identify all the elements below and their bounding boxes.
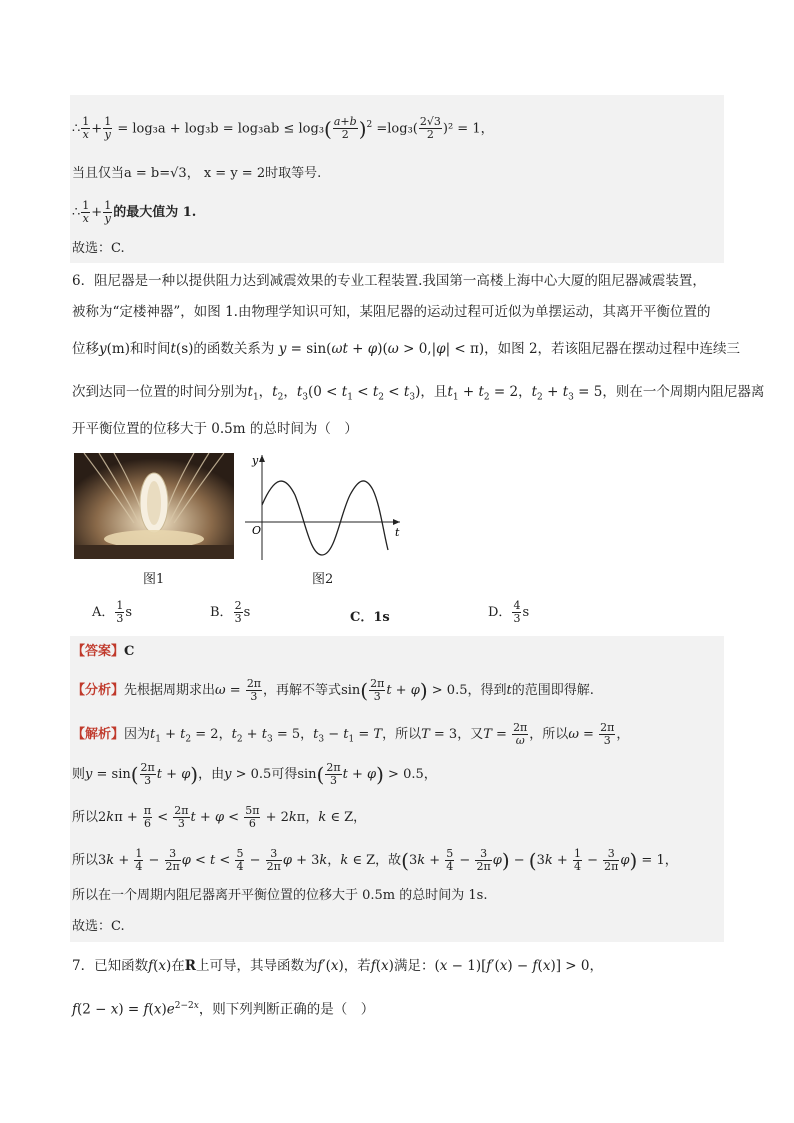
solution-line-d: 所以3k + $\frac{1}{4}$ − $\frac{3}{2\pi}$ φ < t < $\frac{5}{4}$ − $\frac{3}{2\pi}$ φ + 3k，k ∈ Z，故(3k + $\frac{5}{4}$ − $\frac{3}{2\pi}$ φ) − (3k + $\frac{1}{4}$ − $\frac{3}{2\pi}$ φ) = 1， bbox=[72, 847, 678, 873]
analysis-text-1: 先根据周期求出 bbox=[124, 683, 216, 698]
sol-6: 故选：C. bbox=[72, 919, 125, 934]
solution-expr-1: = log₃a + log₃b = log₃ab ≤ log₃ bbox=[117, 121, 325, 137]
q6-text-3b: 和时间 bbox=[129, 341, 171, 357]
q6-line-1 bbox=[72, 272, 706, 290]
analysis-text-2: ，再解不等式 bbox=[263, 683, 342, 698]
sol-1c: ，又 bbox=[457, 727, 484, 742]
q7-text-1d: ，若 bbox=[343, 958, 371, 974]
option-c-label: C．1s bbox=[350, 610, 390, 625]
sol-5: 所以在一个周期内阻尼器离开平衡位置的位移大于 0.5m 的总时间为 1s. bbox=[72, 888, 488, 903]
fig2-caption: 图2 bbox=[312, 572, 334, 587]
q6-text-4a: 次到达同一位置的时间分别为 bbox=[72, 384, 248, 400]
solution-expr-3: )² = 1， bbox=[442, 121, 494, 137]
answer-value: C bbox=[124, 644, 135, 659]
sol-4a: 所以 bbox=[72, 853, 99, 868]
sol-3a: 所以 bbox=[72, 810, 99, 825]
answer-label: 【答案】 bbox=[72, 644, 125, 659]
solution-expr-2: =log₃( bbox=[376, 121, 418, 137]
option-a-label: A． bbox=[92, 605, 115, 620]
q6-text-4b: ，且 bbox=[420, 384, 448, 400]
analysis-line: 【分析】先根据周期求出ω = $\frac{2\pi}{3}$ ，再解不等式sin( $\frac{2\pi}{3}$ t + φ) > 0.5，得到t的范围即得解. bbox=[72, 677, 594, 703]
sol-2a: 则 bbox=[72, 767, 86, 782]
solution-line-3: ∴ $\frac{1}{x}$ + $\frac{1}{y}$ 的最大值为 1. bbox=[72, 199, 197, 225]
q6-text-5: 开平衡位置的位移大于 0.5m 的总时间为（ ） bbox=[72, 421, 358, 437]
option-c[interactable] bbox=[350, 606, 390, 625]
q6-line-2 bbox=[72, 303, 710, 321]
q6-text-3d: ，如图 2，若该阻尼器在摆动过程中连续三 bbox=[484, 341, 741, 357]
q6-line-5 bbox=[72, 420, 358, 438]
solution-line-c: 所以2kπ + $\frac{\pi}{6}$ < $\frac{2\pi}{3}$ t + φ < $\frac{5\pi}{6}$ + 2kπ，k ∈ Z， bbox=[72, 804, 367, 830]
solution-text: 当且仅当 bbox=[72, 166, 125, 181]
q7-line-2: $f(2 - x) = f(x)e^{2-2x}$，则下列判断正确的是（ ） bbox=[72, 1001, 375, 1018]
therefore-symbol: ∴ bbox=[72, 121, 81, 137]
analysis-label: 【分析】 bbox=[72, 683, 125, 698]
sine-graph bbox=[240, 450, 405, 565]
option-a[interactable]: A． $\frac{1}{3}$ s bbox=[92, 599, 133, 625]
solution-line-4 bbox=[72, 240, 125, 258]
q7-text-1c: 上可导，其导函数为 bbox=[196, 958, 318, 974]
solution-line-b: 则y = sin( $\frac{2\pi}{3}$ t + φ)，由y > 0.5可得sin( $\frac{2\pi}{3}$ t + φ) > 0.5， bbox=[72, 761, 437, 787]
answer-line bbox=[72, 643, 134, 661]
q7-text-2b: ，则下列判断正确的是（ ） bbox=[198, 1001, 375, 1018]
solution-line-2 bbox=[72, 165, 321, 183]
q6-line-3: 位移y(m)和时间t(s)的函数关系为 y = sin(ωt + φ)(ω > 0,|φ| < π)，如图 2，若该阻尼器在摆动过程中连续三 bbox=[72, 341, 741, 357]
sol-1a: 因为 bbox=[124, 727, 151, 742]
analysis-text-3: ，得到 bbox=[467, 683, 507, 698]
damper-photo bbox=[74, 453, 234, 559]
sol-2b: ，由 bbox=[198, 767, 225, 782]
analysis-text-4: 的范围即得解. bbox=[511, 683, 594, 698]
solution-condition: a = b=√3， x = y = 2时取等号. bbox=[124, 166, 322, 181]
option-b-label: B． bbox=[210, 605, 233, 620]
q6-line-4: 次到达同一位置的时间分别为$t_1$，$t_2$，$t_3(0 < t_1 < t_2 < t_3)$，且$t_1 + t_2 = 2$，$t_2 + t_3 = 5$，则在一个周期内阻尼器离 bbox=[72, 384, 765, 403]
solution-max: 的最大值为 1. bbox=[113, 205, 197, 220]
sol-1d: ，所以 bbox=[529, 727, 569, 742]
sol-4b: ，故 bbox=[375, 853, 402, 868]
q7-text-1b: 在 bbox=[171, 958, 185, 974]
solution-line-e bbox=[72, 887, 487, 905]
solution-line-a: 【解析】因为$t_1 + t_2 = 2$，$t_2 + t_3 = 5$，$t_3 - t_1 = T$，所以T = 3，又T = $\frac{2\pi}{\omega}$ ，所以ω = $\frac{2\pi}{3}$ ， bbox=[72, 721, 630, 747]
solution-line-f bbox=[72, 918, 125, 936]
q6-text-1: 6．阻尼器是一种以提供阻力达到减震效果的专业工程装置.我国第一高楼上海中心大厦的阻尼器减震装置， bbox=[72, 273, 706, 289]
q7-line-1: 7．已知函数f(x)在R上可导，其导函数为f′(x)，若f(x)满足：(x − 1)[f′(x) − f(x)] > 0， bbox=[72, 958, 603, 974]
q7-text-1e: 满足： bbox=[393, 958, 435, 974]
solution-choice: 故选：C. bbox=[72, 241, 125, 256]
sol-2c: 可得 bbox=[271, 767, 298, 782]
q6-text-3c: 的函数关系为 bbox=[193, 341, 275, 357]
fig1-caption: 图1 bbox=[143, 572, 165, 587]
solution-label: 【解析】 bbox=[72, 727, 125, 742]
q6-text-4c: ，则在一个周期内阻尼器离 bbox=[602, 384, 765, 400]
q7-text-1a: 7．已知函数 bbox=[72, 958, 149, 974]
sol-1b: ，所以 bbox=[382, 727, 422, 742]
svg-text:O: O bbox=[252, 524, 262, 537]
option-d-label: D． bbox=[488, 605, 512, 620]
svg-text:y: y bbox=[252, 454, 259, 467]
q6-text-2: 被称为“定楼神器”，如图 1.由物理学知识可知，某阻尼器的运动过程可近似为单摆运动，其离开平衡位置的 bbox=[72, 304, 711, 320]
svg-text:t: t bbox=[395, 526, 400, 539]
solution-line-1: ∴ $\frac{1}{x}$ + $\frac{1}{y}$ = log₃a + log₃b = log₃ab ≤ log₃( $\frac{a+b}{2}$ )$^2$ =log₃( $\frac{2√3}{2}$ )² = 1， bbox=[72, 115, 494, 142]
option-d[interactable]: D． $\frac{4}{3}$ s bbox=[488, 599, 530, 625]
option-b[interactable]: B． $\frac{2}{3}$ s bbox=[210, 599, 251, 625]
q6-text-3a: 位移 bbox=[72, 341, 99, 357]
